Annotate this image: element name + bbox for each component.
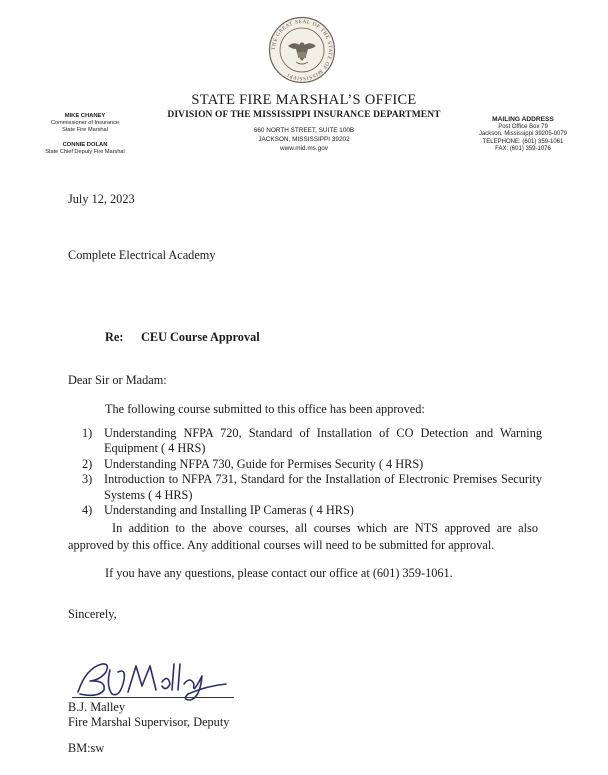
deputy-title: State Chief Deputy Fire Marshal [45, 149, 125, 155]
officials-block [30, 113, 140, 156]
signature-line [72, 697, 234, 698]
course-text: Introduction to NFPA 731, Standard for the Installation of Electronic Premises Security Systems ( 4 HRS) [104, 472, 542, 502]
division-title: DIVISION OF THE MISSISSIPPI INSURANCE DEPARTMENT [167, 110, 441, 120]
closing: Sincerely, [68, 607, 117, 621]
office-street: 660 NORTH STREET, SUITE 100B [253, 127, 355, 134]
seal-text: THE GREAT SEAL OF THE STATE OF MISSISSIPPI [270, 18, 334, 82]
intro-text: The following course submitted to this office has been approved: [105, 402, 425, 416]
list-item [82, 426, 542, 457]
salutation: Dear Sir or Madam: [68, 373, 167, 387]
list-item [82, 457, 542, 472]
handwritten-signature [66, 650, 236, 702]
course-number: 2) [82, 456, 93, 471]
letter-date: July 12, 2023 [68, 192, 135, 206]
fax: FAX: (601) 359-1076 [495, 146, 551, 153]
mailing-address-heading: MAILING ADDRESS [492, 116, 554, 123]
course-text: Understanding NFPA 720, Standard of Installation of CO Detection and Warning Equipment ( 4 HRS) [104, 426, 542, 456]
typist-initials: BM:sw [68, 741, 105, 755]
re-subject: CEU Course Approval [141, 330, 260, 344]
po-box: Post Office Box 79 [498, 123, 548, 130]
office-city: JACKSON, MISSISSIPPI 39202 [258, 136, 350, 143]
course-number: 3) [82, 472, 93, 487]
commissioner-title: Commissioner of Insurance [50, 120, 120, 126]
contact-sentence: If you have any questions, please contact our office at (601) 359-1061. [105, 566, 453, 580]
office-title: STATE FIRE MARSHAL’S OFFICE [191, 92, 417, 108]
recipient: Complete Electrical Academy [68, 248, 216, 262]
re-label: Re: [105, 330, 124, 344]
approval-paragraph-text: In addition to the above courses, all courses which are NTS approved are also approved by this office. Any additional courses will need to be submitted for approval. [68, 521, 538, 552]
mailing-city: Jackson, Mississippi 39205-0079 [478, 131, 568, 138]
list-item [82, 472, 542, 503]
state-seal-logo [268, 16, 336, 84]
course-text: Understanding and Installing IP Cameras ( 4 HRS) [104, 503, 354, 518]
office-website: www.mid.ms.gov [280, 145, 328, 152]
commissioner-name: MIKE CHANEY [64, 113, 106, 119]
course-text: Understanding NFPA 730, Guide for Permises Security ( 4 HRS) [104, 456, 424, 471]
signer-title: Fire Marshal Supervisor, Deputy [68, 715, 230, 729]
list-item [82, 503, 542, 518]
mailing-address-block [463, 116, 583, 154]
course-list [82, 426, 542, 518]
course-number: 4) [82, 503, 93, 518]
telephone: TELEPHONE: (601) 359-1061 [482, 138, 564, 145]
approval-paragraph [68, 520, 538, 553]
fire-marshal-title: State Fire Marshal [62, 127, 108, 133]
deputy-name: CONNIE DOLAN [62, 142, 108, 148]
course-number: 1) [82, 426, 93, 440]
signer-name: B.J. Malley [68, 700, 126, 714]
